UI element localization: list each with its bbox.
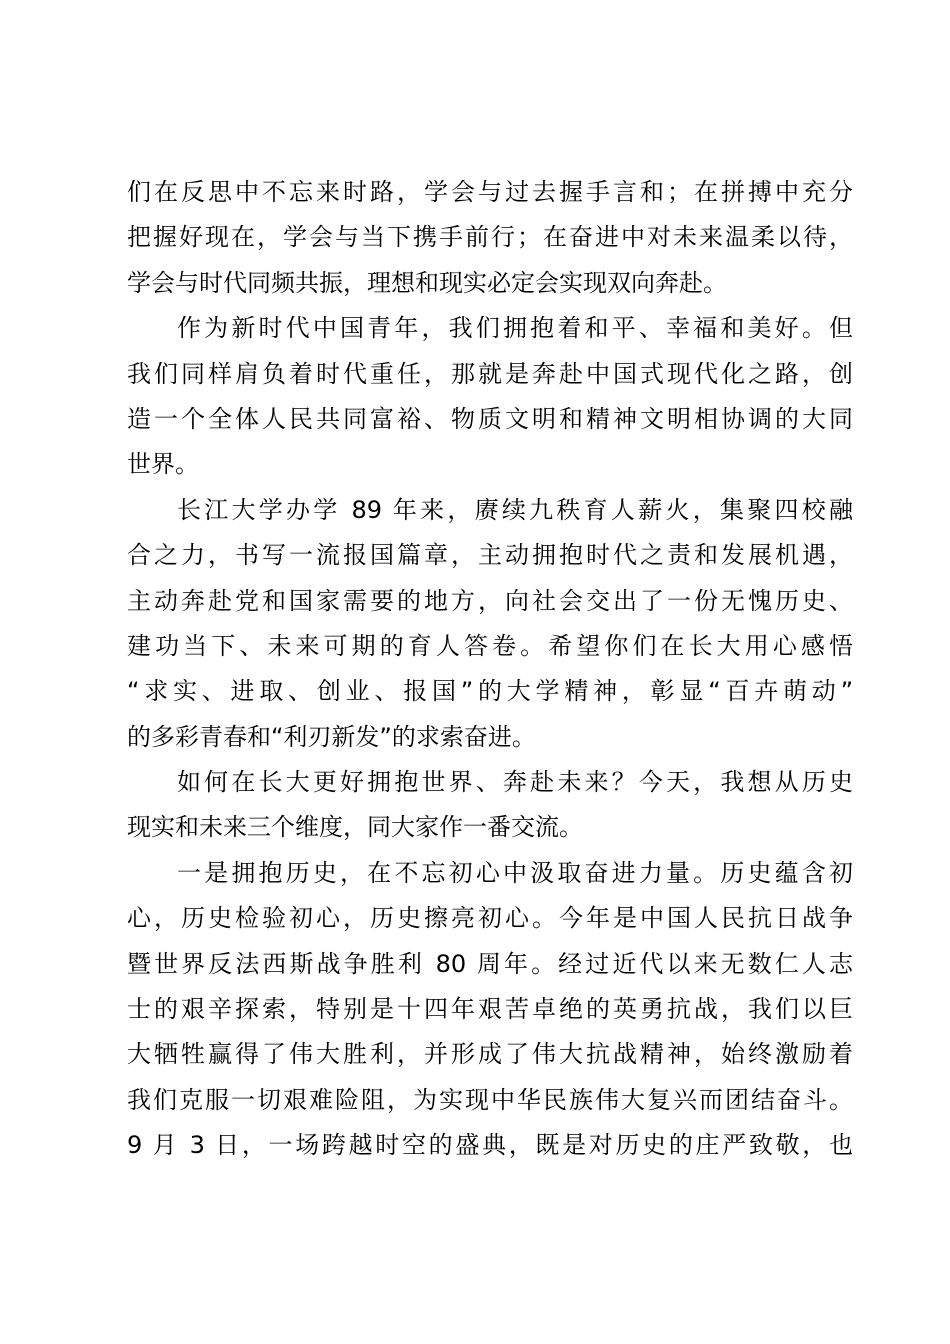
text-line: 建功当下、未来可期的育人答卷。希望你们在长大用心感悟 [127,631,853,660]
text-line: 如何在长大更好拥抱世界、奔赴未来？今天，我想从历史 [177,768,853,797]
text-line: 们在反思中不忘来时路，学会与过去握手言和；在拼搏中充分 [127,178,853,206]
text-line: 学会与时代同频共振，理想和现实必定会实现双向奔赴。 [127,268,727,297]
text-line: 的多彩青春和“利刃新发”的求索奋进。 [127,722,536,751]
text-line: 长江大学办学 89 年来，赓续九秩育人薪火，集聚四校融 [177,495,853,524]
text-line: 把握好现在，学会与当下携手前行；在奋进中对未来温柔以待， [127,223,853,252]
text-line: 暨世界反法西斯战争胜利 80 周年。经过近代以来无数仁人志 [127,949,853,978]
text-line: 一是拥抱历史，在不忘初心中汲取奋进力量。历史蕴含初 [177,858,853,887]
text-line: 我们同样肩负着时代重任，那就是奔赴中国式现代化之路，创 [127,359,853,388]
text-line: 主动奔赴党和国家需要的地方，向社会交出了一份无愧历史、 [127,586,853,615]
body-text [127,170,853,1169]
text-line: 心，历史检验初心，历史擦亮初心。今年是中国人民抗日战争 [127,904,853,933]
text-line: 9 月 3 日，一场跨越时空的盛典，既是对历史的庄严致敬，也 [127,1131,853,1160]
text-line: 作为新时代中国青年，我们拥抱着和平、幸福和美好。但 [177,314,853,343]
text-line: 我们克服一切艰难险阻，为实现中华民族伟大复兴而团结奋斗。 [127,1085,853,1114]
text-line: 合之力，书写一流报国篇章，主动拥抱时代之责和发展机遇， [127,541,853,570]
text-line: 士的艰辛探索，特别是十四年艰苦卓绝的英勇抗战，我们以巨 [127,995,853,1024]
text-line: 世界。 [127,450,199,479]
text-line: “求实、进取、创业、报国”的大学精神，彰显“百卉萌动” [127,677,853,706]
text-line: 大牺牲赢得了伟大胜利，并形成了伟大抗战精神，始终激励着 [127,1040,853,1069]
text-line: 造一个全体人民共同富裕、物质文明和精神文明相协调的大同 [127,404,853,433]
text-line: 现实和未来三个维度，同大家作一番交流。 [127,813,583,842]
